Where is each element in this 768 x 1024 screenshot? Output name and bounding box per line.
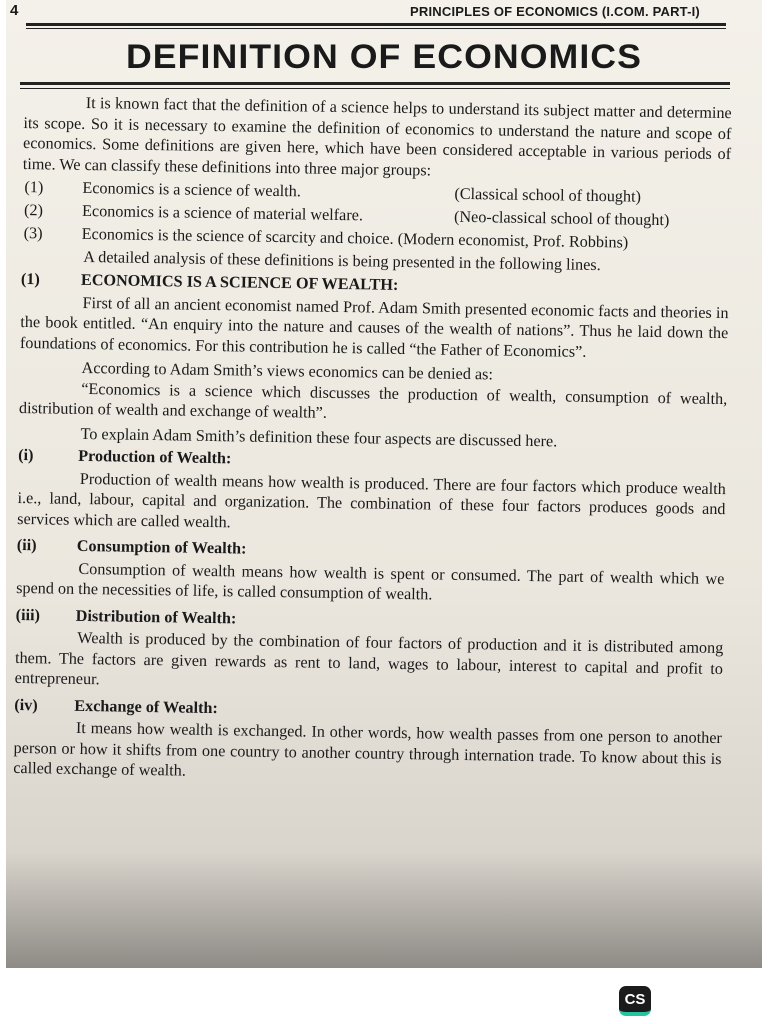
aspect-number: (iv): [14, 695, 38, 714]
aspect-heading-text: Exchange of Wealth:: [74, 696, 219, 717]
title-rule: [20, 82, 730, 85]
aspect-heading-text: Consumption of Wealth:: [76, 536, 247, 558]
section-paragraph: First of all an ancient economist named Prof. Adam Smith presented economic facts and theories in the book entitled. “An enquiry into the nature and causes of the wealth of nations”. Thus he laid down the foundations of economics. For this contribution he is called “the Father of Economics”.: [19, 293, 729, 361]
aspect-paragraph: It means how wealth is exchanged. In other words, how wealth passes from one person to another person or how it shifts from one country to another country through internation trade. To know about this is called exchange of wealth.: [13, 718, 723, 780]
body-text: [13, 88, 732, 790]
page-number: 4: [10, 2, 19, 19]
aspect-number: (ii): [16, 535, 37, 555]
section-heading-text: ECONOMICS IS A SCIENCE OF WEALTH:: [80, 270, 399, 294]
aspect-paragraph: Consumption of wealth means how wealth is spent or consumed. The part of wealth which we spend on the necessities of life, is called consumption of wealth.: [16, 559, 725, 604]
list-school: (Classical school of thought): [454, 184, 642, 206]
running-head: PRINCIPLES OF ECONOMICS (I.COM. PART-I): [410, 4, 700, 19]
section-paragraph: According to Adam Smith’s views economics can be denied as:: [81, 358, 494, 384]
definition-quote: “Economics is a science which discusses the production of wealth, consumption of wealth, distribution of wealth and exchange of wealth”.: [18, 379, 728, 422]
list-number: (1): [24, 177, 44, 196]
intro-paragraph: It is known fact that the definition of a science helps to understand its subject matter and determine its scope. So it is necessary to examine the definition of economics to understand the nature and scope of economics. Some definitions are given here, which have been considered acceptable in various periods of time. We can classify these definitions into three major groups:: [22, 93, 732, 179]
analysis-line: A detailed analysis of these definitions is being presented in the following lines.: [83, 247, 601, 274]
section-number: (1): [20, 269, 41, 289]
list-text: Economics is the science of scarcity and choice. (Modern economist, Prof. Robbins): [81, 224, 629, 252]
aspect-heading-text: Distribution of Wealth:: [75, 606, 237, 627]
page-title: DEFINITION OF ECONOMICS: [125, 38, 643, 76]
aspect-heading-text: Production of Wealth:: [78, 446, 232, 468]
list-number: (2): [23, 200, 44, 219]
list-text: Economics is a science of material welfare.: [81, 201, 364, 224]
scanned-page: [6, 0, 762, 968]
section-paragraph: To explain Adam Smith’s definition these four aspects are discussed here.: [80, 424, 558, 450]
list-number: (3): [23, 223, 43, 242]
aspect-paragraph: Wealth is produced by the combination of four factors of production and it is distributed among them. The factors are given rewards as rent to land, wages to labour, interest to capital and profit to entrepreneur.: [14, 628, 724, 689]
camscanner-logo-icon: CS: [619, 986, 651, 1016]
list-school: (Neo-classical school of thought): [453, 207, 670, 229]
header-rule: [26, 23, 726, 26]
aspect-number: (iii): [15, 605, 41, 624]
list-text: Economics is a science of wealth.: [82, 178, 302, 200]
header-rule-thin: [26, 28, 726, 29]
aspect-paragraph: Production of wealth means how wealth is produced. There are four factors which produce wealth i.e., land, labour, capital and organization. The combination of these four factors produces goods and services which are called wealth.: [17, 469, 726, 531]
aspect-number: (i): [18, 445, 34, 465]
